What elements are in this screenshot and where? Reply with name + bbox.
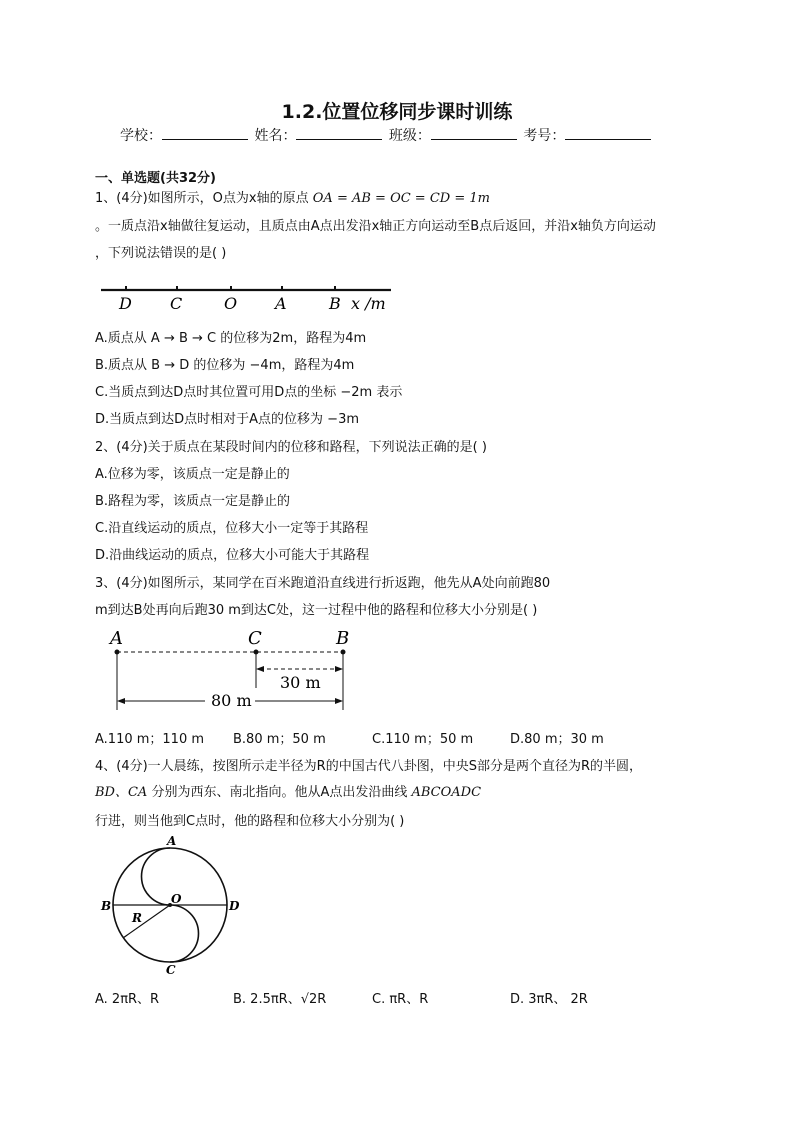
q3-option-b[interactable]: B.80 m；50 m: [233, 732, 326, 747]
axis-label-a: A: [275, 294, 287, 313]
bagua-label-c: C: [166, 963, 176, 976]
dim-30m: 30 m: [280, 673, 321, 692]
bagua-label-o: O: [171, 892, 182, 906]
q3-stem-line2: m到达B处再向后跑30 m到达C处，这一过程中他的路程和位移大小分别是( ): [95, 603, 538, 618]
lower-semicircle: [170, 905, 199, 962]
bagua-label-d: D: [229, 899, 240, 913]
q1-axis-figure: [95, 278, 405, 318]
axis-label-c: C: [170, 294, 183, 313]
q3-option-d[interactable]: D.80 m；30 m: [510, 732, 604, 747]
exam-number-label: 考号：: [523, 128, 566, 144]
q4-stem-mid: 分别为西东、南北指向。他从A点出发沿曲线: [151, 785, 408, 800]
name-field[interactable]: [296, 125, 382, 140]
bagua-label-b: B: [101, 899, 112, 913]
school-label: 学校：: [120, 128, 162, 144]
q2-option-b[interactable]: B.路程为零，该质点一定是静止的: [95, 494, 291, 509]
page-title: 1.2.位置位移同步课时训练: [281, 101, 513, 123]
student-info-row: [120, 125, 680, 145]
radius-line: [123, 905, 170, 938]
q4-stem-line1: 4、(4分)一人晨练，按图所示走半径为R的中国古代八卦图，中央S部分是两个直径为R的半圆，: [95, 759, 643, 774]
upper-semicircle: [142, 848, 171, 905]
bagua-label-r: R: [132, 911, 142, 925]
q2-option-c[interactable]: C.沿直线运动的质点，位移大小一定等于其路程: [95, 521, 369, 536]
track-label-c: C: [248, 628, 262, 649]
class-label: 班级：: [388, 128, 431, 144]
class-field[interactable]: [431, 125, 517, 140]
school-field[interactable]: [162, 125, 248, 140]
q4-stem-line3: 行进，则当他到C点时，他的路程和位移大小分别为( ): [95, 814, 405, 829]
q4-directions: BD、CA: [95, 785, 148, 800]
q1-option-d[interactable]: D.当质点到达D点时相对于A点的位移为 −3m: [95, 412, 360, 427]
q1-option-b[interactable]: B.质点从 B → D 的位移为 −4m，路程为4m: [95, 358, 355, 373]
q1-stem-line1: [95, 187, 490, 206]
q4-option-a[interactable]: A. 2πR、R: [95, 992, 160, 1007]
axis-label-d: D: [119, 294, 132, 313]
bagua-label-a: A: [167, 834, 177, 848]
q4-stem-line2: [95, 781, 481, 800]
q1-stem-line2: 。一质点沿x轴做往复运动，且质点由A点出发沿x轴正方向运动至B点后返回，并沿x轴负方向运动: [95, 219, 656, 234]
q4-option-d[interactable]: D. 3πR、 2R: [510, 992, 588, 1007]
q3-track-figure: [100, 624, 360, 716]
track-label-b: B: [336, 628, 350, 649]
q3-stem-line1: 3、(4分)如图所示，某同学在百米跑道沿直线进行折返跑，他先从A处向前跑80: [95, 576, 551, 591]
section-heading: 一、单选题(共32分): [95, 171, 216, 186]
axis-label-o: O: [224, 294, 238, 313]
track-label-a: A: [110, 628, 123, 649]
q4-path: ABCOADC: [411, 785, 482, 800]
q3-option-c[interactable]: C.110 m；50 m: [372, 732, 474, 747]
axis-unit-label: x /m: [351, 294, 386, 313]
q1-stem-text: 1、(4分)如图所示，O点为x轴的原点: [95, 191, 309, 206]
q4-option-b[interactable]: B. 2.5πR、√2R: [233, 992, 327, 1007]
q4-bagua-figure: [98, 834, 248, 976]
name-label: 姓名：: [254, 128, 297, 144]
q2-option-d[interactable]: D.沿曲线运动的质点，位移大小可能大于其路程: [95, 548, 370, 563]
exam-number-field[interactable]: [565, 125, 651, 140]
q4-option-c[interactable]: C. πR、R: [372, 992, 429, 1007]
q1-option-c[interactable]: C.当质点到达D点时其位置可用D点的坐标 −2m 表示: [95, 385, 403, 400]
q2-option-a[interactable]: A.位移为零，该质点一定是静止的: [95, 467, 290, 482]
q1-equation: OA = AB = OC = CD = 1m: [312, 191, 490, 206]
axis-label-b: B: [329, 294, 341, 313]
q1-stem-line3: ，下列说法错误的是( ): [95, 246, 227, 261]
q3-option-a[interactable]: A.110 m；110 m: [95, 732, 205, 747]
dim-80m: 80 m: [211, 691, 252, 710]
q1-option-a[interactable]: A.质点从 A → B → C 的位移为2m，路程为4m: [95, 331, 367, 346]
q2-stem: 2、(4分)关于质点在某段时间内的位移和路程，下列说法正确的是( ): [95, 440, 487, 455]
